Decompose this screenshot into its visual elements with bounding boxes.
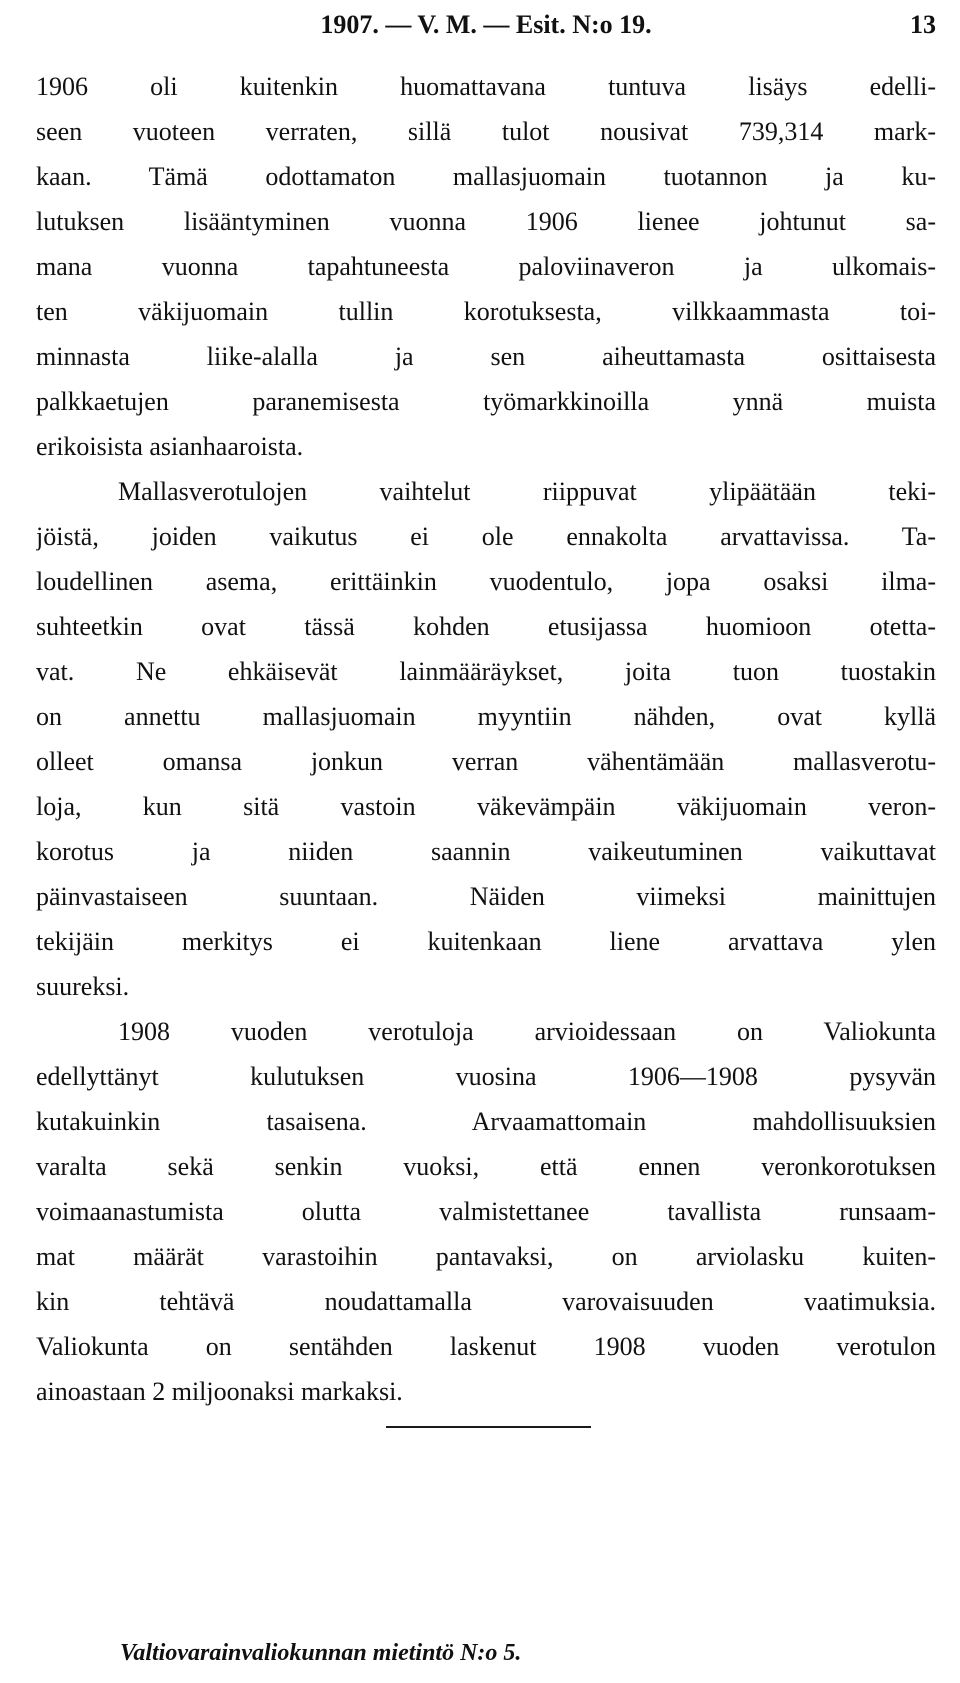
footer-caption: Valtiovarainvaliokunnan mietintö N:o 5.	[120, 1640, 522, 1666]
text-line: olleet omansa jonkun verran vähentämään mallasverotu-	[36, 747, 936, 776]
text-line: kaan. Tämä odottamaton mallasjuomain tuotannon ja ku-	[36, 162, 936, 191]
header-title: 1907. — V. M. — Esit. N:o 19.	[320, 10, 652, 39]
text-line: ainoastaan 2 miljoonaksi markaksi.	[36, 1377, 403, 1406]
text-line: kutakuinkin tasaisena. Arvaamattomain mahdollisuuksien	[36, 1107, 936, 1136]
separator-rule	[386, 1426, 591, 1428]
text-line: kin tehtävä noudattamalla varovaisuuden vaatimuksia.	[36, 1287, 936, 1316]
text-line: mat määrät varastoihin pantavaksi, on arviolasku kuiten-	[36, 1242, 936, 1271]
text-line: varalta sekä senkin vuoksi, että ennen veronkorotuksen	[36, 1152, 936, 1181]
text-line: 1908 vuoden verotuloja arvioidessaan on Valiokunta	[118, 1017, 936, 1046]
text-line: päinvastaiseen suuntaan. Näiden viimeksi mainittujen	[36, 882, 936, 911]
text-line: mana vuonna tapahtuneesta paloviinaveron ja ulkomais-	[36, 252, 936, 281]
text-line: ten väkijuomain tullin korotuksesta, vilkkaammasta toi-	[36, 297, 936, 326]
text-line: erikoisista asianhaaroista.	[36, 432, 304, 461]
text-line: suureksi.	[36, 972, 130, 1001]
text-line: vat. Ne ehkäisevät lainmääräykset, joita tuon tuostakin	[36, 657, 936, 686]
text-line: on annettu mallasjuomain myyntiin nähden, ovat kyllä	[36, 702, 936, 731]
text-line: lutuksen lisääntyminen vuonna 1906 lienee johtunut sa-	[36, 207, 936, 236]
text-line: Mallasverotulojen vaihtelut riippuvat ylipäätään teki-	[118, 477, 936, 506]
text-line: minnasta liike-alalla ja sen aiheuttamasta osittaisesta	[36, 342, 936, 371]
text-line: jöistä, joiden vaikutus ei ole ennakolta arvattavissa. Ta-	[36, 522, 936, 551]
text-line: loja, kun sitä vastoin väkevämpäin väkijuomain veron-	[36, 792, 936, 821]
text-line: suhteetkin ovat tässä kohden etusijassa huomioon otetta-	[36, 612, 936, 641]
text-line: palkkaetujen paranemisesta työmarkkinoilla ynnä muista	[36, 387, 936, 416]
body-text	[36, 64, 936, 1414]
running-header	[36, 8, 936, 42]
text-line: 1906 oli kuitenkin huomattavana tuntuva lisäys edelli-	[36, 72, 936, 101]
text-line: edellyttänyt kulutuksen vuosina 1906—1908 pysyvän	[36, 1062, 936, 1091]
page-number: 13	[910, 10, 936, 39]
text-line: seen vuoteen verraten, sillä tulot nousivat 739,314 mark-	[36, 117, 936, 146]
text-line: voimaanastumista olutta valmistettanee tavallista runsaam-	[36, 1197, 936, 1226]
text-line: tekijäin merkitys ei kuitenkaan liene arvattava ylen	[36, 927, 936, 956]
text-line: loudellinen asema, erittäinkin vuodentulo, jopa osaksi ilma-	[36, 567, 936, 596]
text-line: Valiokunta on sentähden laskenut 1908 vuoden verotulon	[36, 1332, 936, 1361]
text-line: korotus ja niiden saannin vaikeutuminen vaikuttavat	[36, 837, 936, 866]
document-page	[36, 0, 936, 1683]
